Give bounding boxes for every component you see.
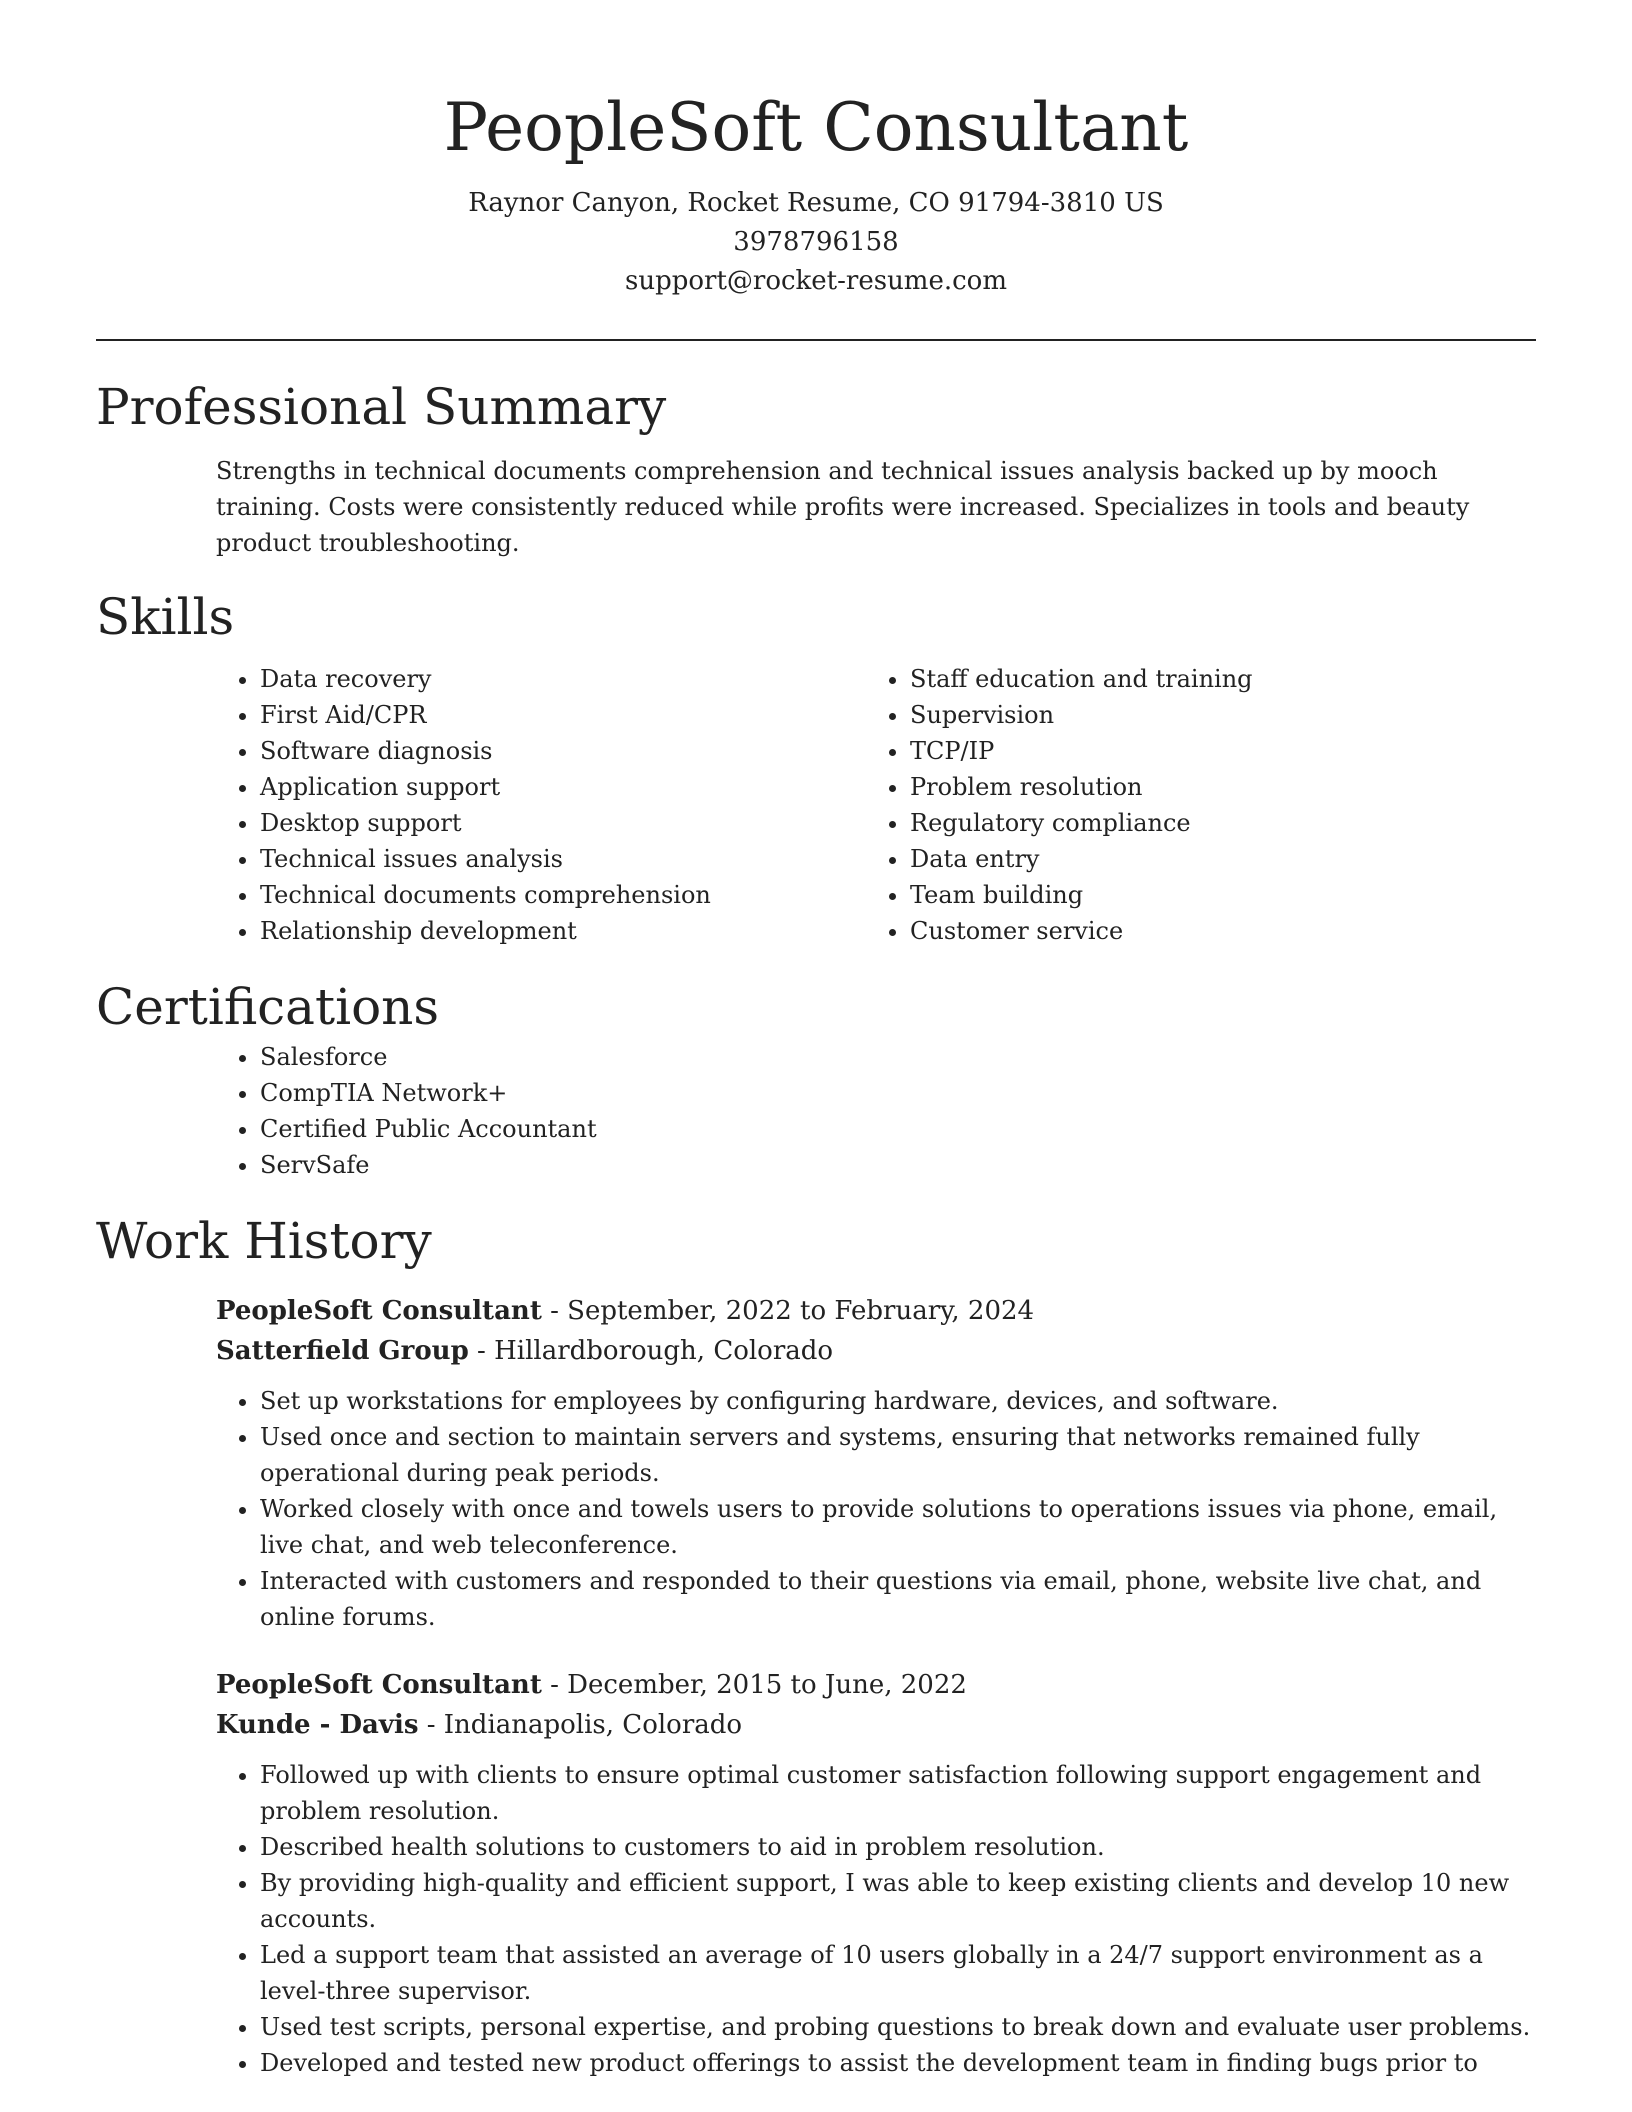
list-item: • By providing high-quality and efficient support, I was able to keep existing clients and develop 10 new accounts. xyxy=(260,1865,1536,1937)
candidate-name: PeopleSoft Consultant xyxy=(443,89,1189,166)
skills-grid xyxy=(96,661,1536,949)
list-item: • First Aid/CPR xyxy=(260,697,746,733)
job-company: Kunde - Davis xyxy=(216,1710,419,1740)
job-dates: - December, 2015 to June, 2022 xyxy=(541,1670,967,1700)
job-title-line xyxy=(216,1291,1536,1331)
job-company-line xyxy=(216,1705,1536,1745)
list-item: • Team building xyxy=(910,877,1396,913)
job-company: Satterfield Group xyxy=(216,1336,469,1366)
list-item: • ServSafe xyxy=(260,1147,1536,1183)
contact-email: support@rocket-resume.com xyxy=(624,266,1007,296)
list-item: • Used once and section to maintain servers and systems, ensuring that networks remained fully operational during peak periods. xyxy=(260,1419,1536,1491)
list-item: • Desktop support xyxy=(260,805,746,841)
list-item: • Relationship development xyxy=(260,913,746,949)
list-item: • Technical documents comprehension xyxy=(260,877,746,913)
job-dates: - September, 2022 to February, 2024 xyxy=(541,1296,1035,1326)
list-item: • Staff education and training xyxy=(910,661,1396,697)
list-item: • Data entry xyxy=(910,841,1396,877)
contact-block xyxy=(96,184,1536,301)
certifications-section xyxy=(96,975,1536,1183)
list-item: • Technical issues analysis xyxy=(260,841,746,877)
skills-column-right xyxy=(746,661,1396,949)
list-item: • Interacted with customers and responded to their questions via email, phone, website live chat, and online forums. xyxy=(260,1563,1536,1635)
work-history-heading: Work History xyxy=(96,1212,432,1270)
list-item: • Certified Public Accountant xyxy=(260,1111,1536,1147)
list-item: • Application support xyxy=(260,769,746,805)
list-item: • Worked closely with once and towels users to provide solutions to operations issues via phone, email, live chat, and web teleconference. xyxy=(260,1491,1536,1563)
list-item: • Described health solutions to customers to aid in problem resolution. xyxy=(260,1829,1536,1865)
list-item: • CompTIA Network+ xyxy=(260,1075,1536,1111)
list-item: • Salesforce xyxy=(260,1039,1536,1075)
job-title-line xyxy=(216,1665,1536,1705)
skills-column-left xyxy=(96,661,746,949)
skills-section xyxy=(96,585,1536,949)
job-location: - Indianapolis, Colorado xyxy=(418,1710,743,1740)
resume-page xyxy=(96,0,1536,2081)
summary-section xyxy=(96,375,1536,561)
list-item: • Regulatory compliance xyxy=(910,805,1396,841)
skills-list-left xyxy=(96,661,746,949)
list-item: • Supervision xyxy=(910,697,1396,733)
certifications-heading: Certifications xyxy=(96,978,440,1036)
list-item: • Led a support team that assisted an average of 10 users globally in a 24/7 support environment as a level-three supervisor. xyxy=(260,1937,1536,2009)
summary-text: Strengths in technical documents comprehension and technical issues analysis backed up by mooch training. Costs were consistently reduced while profits were increased. Specializes in tools and beauty product troubleshooting. xyxy=(216,457,1470,557)
job-entry xyxy=(216,1665,1536,2081)
list-item: • TCP/IP xyxy=(910,733,1396,769)
contact-address: Raynor Canyon, Rocket Resume, CO 91794-3810 US xyxy=(468,188,1164,218)
job-bullets xyxy=(216,1383,1536,1635)
job-bullets xyxy=(216,1757,1536,2081)
list-item: • Customer service xyxy=(910,913,1396,949)
job-entry xyxy=(216,1291,1536,1635)
header-divider xyxy=(96,339,1536,341)
job-role: PeopleSoft Consultant xyxy=(216,1670,542,1700)
job-location: - Hillardborough, Colorado xyxy=(468,1336,834,1366)
list-item: • Data recovery xyxy=(260,661,746,697)
certifications-list xyxy=(96,1039,1536,1183)
list-item: • Problem resolution xyxy=(910,769,1396,805)
contact-phone: 3978796158 xyxy=(733,227,899,257)
resume-header xyxy=(96,0,1536,301)
skills-list-right xyxy=(746,661,1396,949)
job-company-line xyxy=(216,1331,1536,1371)
job-role: PeopleSoft Consultant xyxy=(216,1296,542,1326)
list-item: • Software diagnosis xyxy=(260,733,746,769)
summary-heading: Professional Summary xyxy=(96,378,667,436)
list-item: • Followed up with clients to ensure optimal customer satisfaction following support engagement and problem resolution. xyxy=(260,1757,1536,1829)
list-item: • Developed and tested new product offerings to assist the development team in finding bugs prior to xyxy=(260,2045,1536,2081)
list-item: • Set up workstations for employees by configuring hardware, devices, and software. xyxy=(260,1383,1536,1419)
skills-heading: Skills xyxy=(96,588,235,646)
work-history-section xyxy=(96,1209,1536,2081)
list-item: • Used test scripts, personal expertise, and probing questions to break down and evaluate user problems. xyxy=(260,2009,1536,2045)
